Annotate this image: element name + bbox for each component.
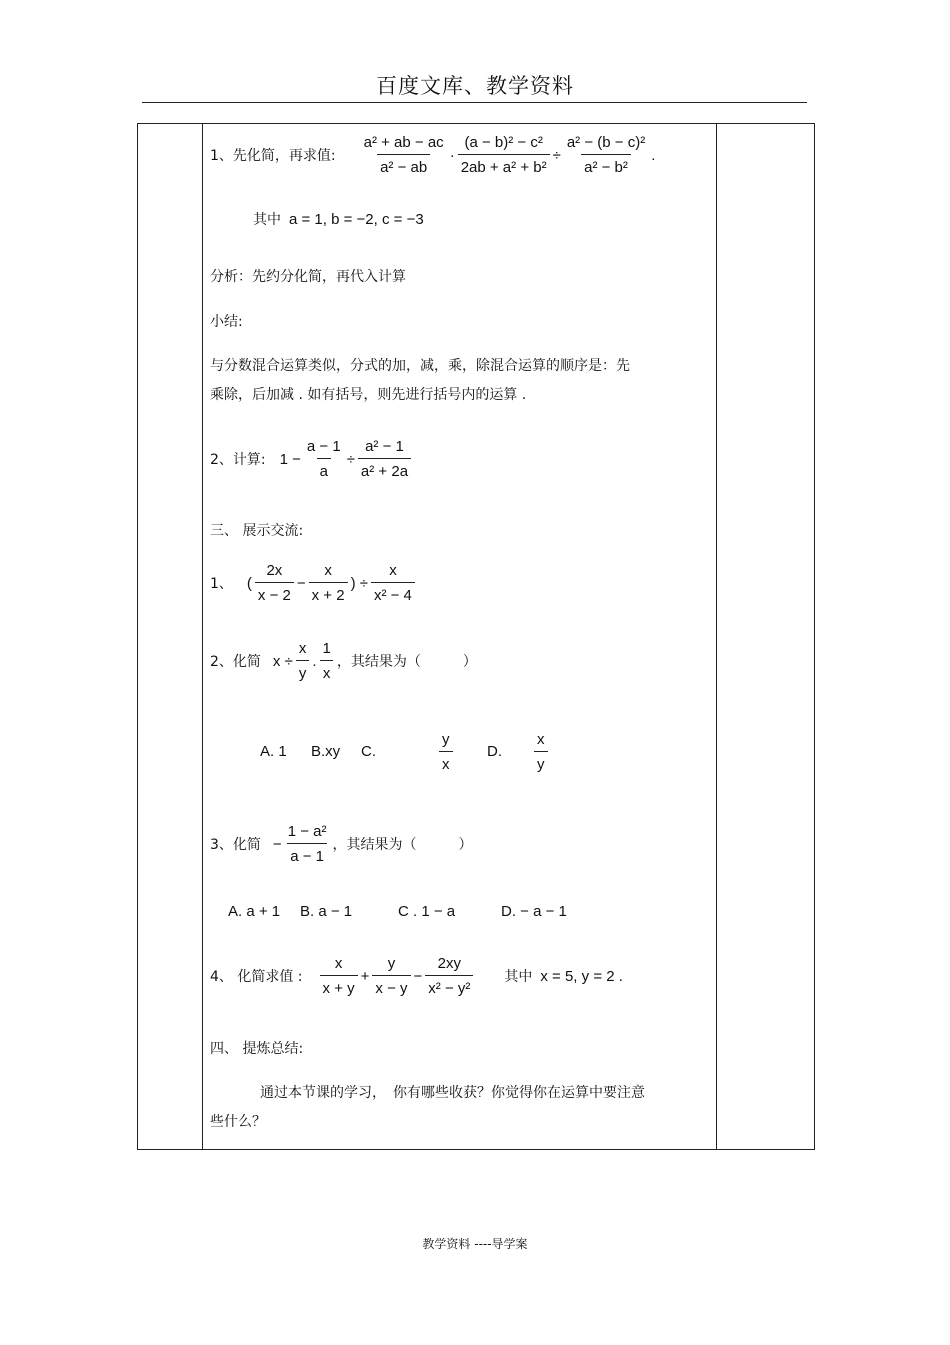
e2-option-d-fraction: $\frac{x}{y}$ bbox=[531, 731, 551, 773]
summary-line-1: 与分数混合运算类似，分式的加，减，乘，除混合运算的顺序是：先 bbox=[210, 358, 630, 374]
q1-fraction-3: $\frac{\text{a² − (b − c)²}}{\text{a² − b²}}$ bbox=[566, 134, 646, 176]
header-rule bbox=[142, 102, 807, 103]
e2-option-a: A. 1 bbox=[260, 743, 287, 760]
section-4-heading: 四、 提炼总结: bbox=[210, 1041, 304, 1057]
e1-fraction-3: $\frac{x}{\text{x² − 4}}$ bbox=[371, 562, 415, 604]
e3-fraction: $\frac{\text{1 − a²}}{a - 1}$ bbox=[287, 823, 327, 865]
exercise-4: 4、 化简求值 : $\frac{x}{x + y}$ + $\frac{y}{x - y}$ − $\frac{2xy}{\text{x² − y²}}$ 其中 x = 5, y = 2 . bbox=[210, 955, 623, 997]
q1-fraction-2: $\frac{\text{(a − b)² − c²}}{\text{2ab + a² + b²}}$ bbox=[458, 134, 550, 176]
footer-text: 教学资料 ----导学案 bbox=[422, 1237, 528, 1251]
header-title: 百度文库、教学资料 bbox=[376, 74, 574, 98]
question-1: 1、先化简，再求值: $\frac{\text{a² + ab − ac}}{\text{a² − ab}}$ · $\frac{\text{(a − b)² − c²}}{\text{2ab + a² + b²}}$ ÷ $\frac{\text{a² − (b − c)²}}{\text{a² − b²}}$ . bbox=[210, 134, 656, 176]
table-right-border bbox=[814, 123, 815, 1150]
exercise-3: 3、化简 − $\frac{\text{1 − a²}}{a - 1}$ ，其结果为（ ） bbox=[210, 823, 473, 865]
q1-fraction-1: $\frac{\text{a² + ab − ac}}{\text{a² − ab}}$ bbox=[363, 134, 444, 176]
question-2: 2、计算: 1 − $\frac{a - 1}{a}$ ÷ $\frac{\text{a² − 1}}{\text{a² + 2a}}$ bbox=[210, 438, 414, 480]
table-divider-left bbox=[202, 123, 203, 1150]
e1-fraction-2: $\frac{x}{x + 2}$ bbox=[309, 562, 348, 604]
e2-option-c: C. bbox=[361, 743, 376, 760]
exercise-2: 2、化简 x ÷ $\frac{x}{y}$ . $\frac{1}{x}$ ，其结果为（ ） bbox=[210, 640, 477, 682]
closing-line-1: 通过本节课的学习， 你有哪些收获？你觉得你在运算中要注意 bbox=[260, 1085, 645, 1101]
e4-fraction-2: $\frac{y}{x - y}$ bbox=[372, 955, 410, 997]
e3-option-d: D. − a − 1 bbox=[501, 903, 567, 920]
section-3-heading: 三、 展示交流: bbox=[210, 523, 304, 539]
e2-option-d: D. bbox=[487, 743, 502, 760]
e1-fraction-1: $\frac{2x}{x - 2}$ bbox=[255, 562, 294, 604]
e4-fraction-1: $\frac{x}{x + y}$ bbox=[320, 955, 358, 997]
e2-fraction-2: $\frac{1}{x}$ bbox=[320, 640, 334, 682]
q1-label: 1、先化简，再求值: bbox=[210, 148, 336, 164]
exercise-1: 1、 ( $\frac{2x}{x - 2}$ − $\frac{x}{x + 2}$ ) ÷ $\frac{x}{\text{x² − 4}}$ bbox=[210, 562, 418, 604]
e4-fraction-3: $\frac{2xy}{\text{x² − y²}}$ bbox=[425, 955, 473, 997]
table-bottom-border bbox=[137, 1149, 814, 1150]
e2-option-c-fraction: $\frac{y}{x}$ bbox=[436, 731, 456, 773]
e3-option-b: B. a − 1 bbox=[300, 903, 353, 920]
table-divider-right bbox=[716, 123, 717, 1150]
e2-option-b: B.xy bbox=[311, 743, 341, 760]
q2-fraction-1: $\frac{a - 1}{a}$ bbox=[306, 438, 341, 480]
summary-label: 小结: bbox=[210, 314, 243, 330]
e3-option-c: C . 1 − a bbox=[398, 903, 456, 920]
table-top-border bbox=[137, 123, 814, 124]
q2-fraction-2: $\frac{\text{a² − 1}}{\text{a² + 2a}}$ bbox=[358, 438, 411, 480]
closing-line-2: 些什么？ bbox=[210, 1114, 266, 1130]
analysis-text: 分析：先约分化简，再代入计算 bbox=[210, 269, 406, 285]
summary-line-2: 乘除，后加减 . 如有括号，则先进行括号内的运算 . bbox=[210, 387, 527, 403]
q1-given-values: 其中 a = 1, b = −2, c = −3 bbox=[253, 210, 424, 228]
e3-option-a: A. a + 1 bbox=[228, 903, 281, 920]
e2-fraction-1: $\frac{x}{y}$ bbox=[296, 640, 310, 682]
table-left-border bbox=[137, 123, 138, 1150]
